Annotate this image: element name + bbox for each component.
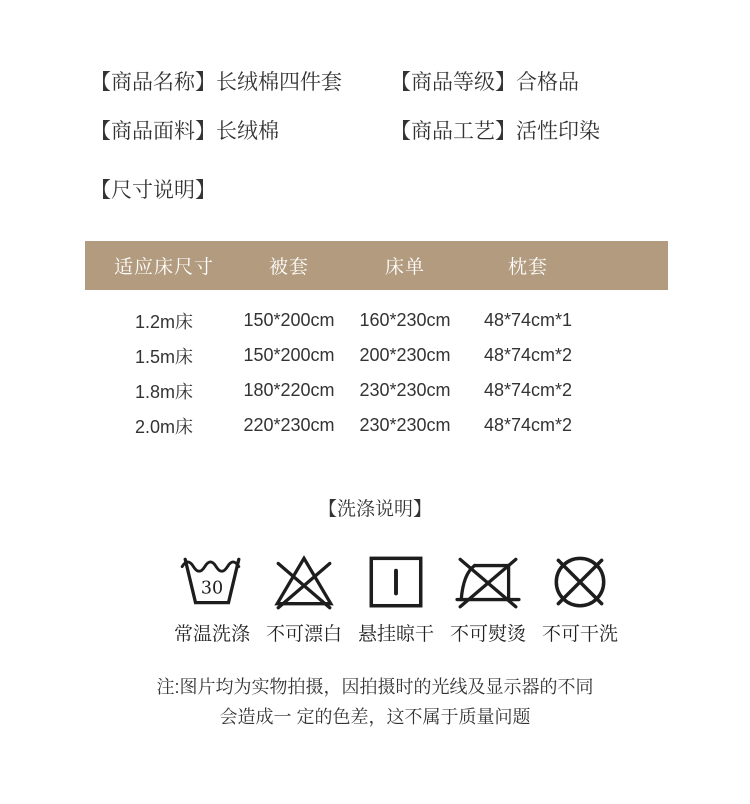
size-table-cell: 150*200cm bbox=[243, 345, 335, 365]
no-bleach-icon bbox=[270, 551, 338, 611]
wash-icon-label: 悬挂晾干 bbox=[357, 624, 434, 645]
size-table-cell: 230*230cm bbox=[359, 415, 451, 435]
product-fabric-field: 【商品面料】长绒棉 bbox=[90, 120, 279, 143]
wash-basin-30-icon bbox=[178, 551, 246, 611]
size-table-cell: 1.8m床 bbox=[134, 381, 194, 402]
size-table-header-cell: 适应床尺寸 bbox=[113, 257, 214, 278]
size-table-cell: 150*200cm bbox=[243, 310, 335, 330]
wash-item bbox=[350, 551, 442, 646]
wash-item bbox=[258, 551, 350, 646]
wash-item bbox=[534, 551, 626, 646]
wash-item bbox=[442, 551, 534, 646]
size-table-cell: 160*230cm bbox=[359, 310, 451, 330]
product-craft-field: 【商品工艺】活性印染 bbox=[390, 120, 600, 143]
wash-icon-label: 常温洗涤 bbox=[173, 624, 250, 645]
size-table-row bbox=[85, 408, 668, 443]
size-table-row bbox=[85, 373, 668, 408]
size-table-row bbox=[85, 338, 668, 373]
product-info-section bbox=[0, 0, 750, 145]
size-table-header-row bbox=[85, 241, 668, 290]
size-section-title: 【尺寸说明】 bbox=[90, 179, 216, 202]
no-iron-icon bbox=[454, 551, 522, 611]
wash-item bbox=[166, 551, 258, 646]
size-table-cell: 48*74cm*2 bbox=[483, 380, 573, 400]
size-table-header-cell: 枕套 bbox=[507, 257, 548, 278]
size-table-cell: 48*74cm*2 bbox=[483, 415, 573, 435]
size-table-header-cell: 床单 bbox=[384, 257, 425, 278]
size-table-cell: 230*230cm bbox=[359, 380, 451, 400]
no-dry-clean-icon bbox=[546, 551, 614, 611]
wash-icons-row bbox=[0, 551, 750, 646]
size-table-cell: 2.0m床 bbox=[134, 416, 194, 437]
size-table bbox=[85, 241, 668, 458]
wash-temperature-text: 30 bbox=[200, 578, 224, 599]
color-difference-note-line2: 会造成一 定的色差，这不属于质量问题 bbox=[219, 707, 531, 727]
color-difference-note bbox=[0, 672, 750, 732]
product-name-field: 【商品名称】长绒棉四件套 bbox=[90, 71, 342, 94]
size-table-body bbox=[85, 290, 668, 458]
size-table-cell: 48*74cm*2 bbox=[483, 345, 573, 365]
size-table-cell: 220*230cm bbox=[243, 415, 335, 435]
size-table-cell: 180*220cm bbox=[243, 380, 335, 400]
size-table-cell: 48*74cm*1 bbox=[483, 310, 573, 330]
info-row bbox=[90, 66, 750, 96]
wash-icon-label: 不可干洗 bbox=[541, 624, 618, 645]
size-table-cell: 1.2m床 bbox=[134, 311, 194, 332]
size-table-row bbox=[85, 303, 668, 338]
color-difference-note-line1: 注:图片均为实物拍摄，因拍摄时的光线及显示器的不同 bbox=[156, 677, 594, 697]
info-row bbox=[90, 115, 750, 145]
size-table-cell: 200*230cm bbox=[359, 345, 451, 365]
size-table-header-cell: 被套 bbox=[268, 257, 309, 278]
hang-dry-icon bbox=[362, 551, 430, 611]
wash-icon-label: 不可熨烫 bbox=[449, 624, 526, 645]
wash-icon-label: 不可漂白 bbox=[265, 624, 342, 645]
size-table-cell: 1.5m床 bbox=[134, 346, 194, 367]
wash-section-title: 【洗涤说明】 bbox=[317, 499, 432, 520]
product-grade-field: 【商品等级】合格品 bbox=[390, 71, 579, 94]
